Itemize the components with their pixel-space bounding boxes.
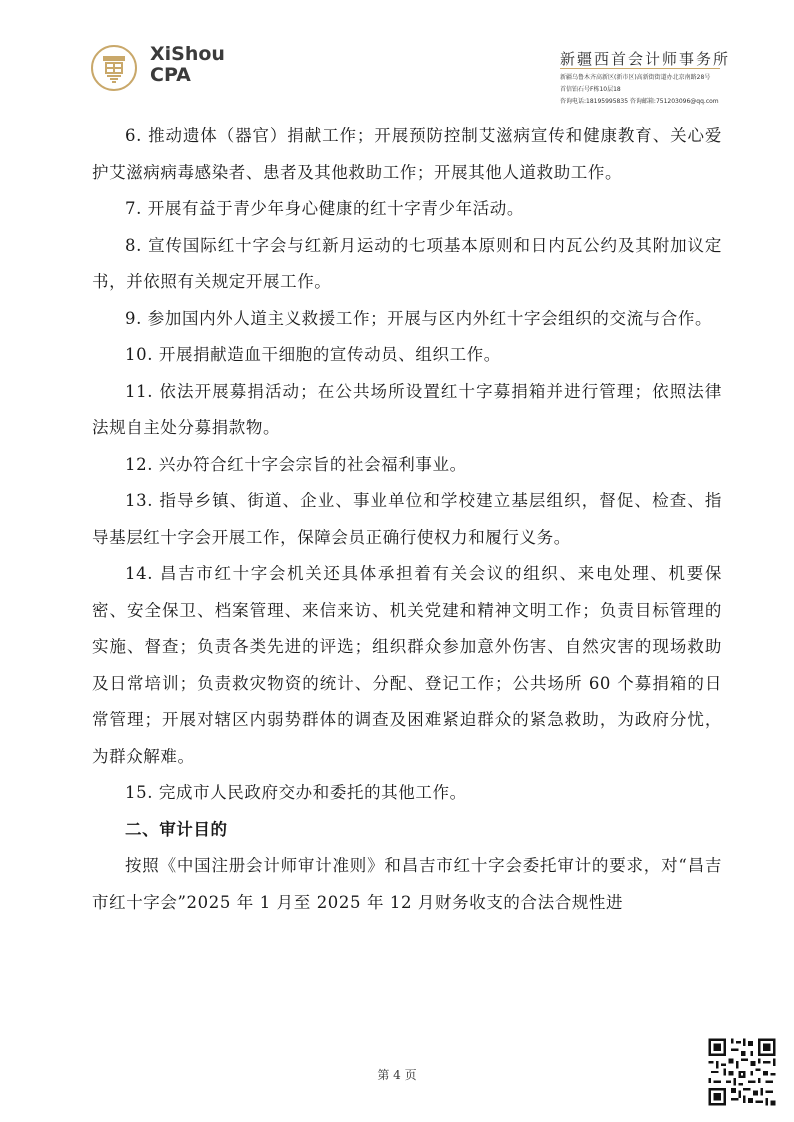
- logo-line-1: XiShou: [150, 43, 225, 65]
- firm-name: 新疆西首会计师事务所: [560, 50, 731, 68]
- list-item: 9. 参加国内外人道主义救援工作；开展与区内外红十字会组织的交流与合作。: [125, 308, 713, 328]
- list-item: 14. 昌吉市红十字会机关还具体承担着有关会议的组织、来电处理、机要保密、安全保卫、档案管理、来信来访、机关党建和精神文明工作；负责目标管理的实施、督查；负责各类先进的评选；组织群众参加意外伤害、自然灾害的现场救助及日常培训；负责救灾物资的统计、分配、登记工作；公共场所 60 个募捐箱的日常管理；开展对辖区内弱势群体的调查及困难紧迫群众的紧急救助，为政府分忧，为群众解难。: [92, 564, 722, 766]
- page-number: 第 4 页: [377, 1068, 417, 1082]
- firm-contact: 咨询电话:18195995835 咨询邮箱:751203096@qq.com: [560, 98, 719, 105]
- document-body: [92, 118, 722, 921]
- firm-logo-icon: [90, 44, 138, 92]
- letterhead: [0, 0, 794, 115]
- list-item: 8. 宣传国际红十字会与红新月运动的七项基本原则和日内瓦公约及其附加议定书，并依照有关规定开展工作。: [92, 235, 722, 291]
- closing-paragraph: 按照《中国注册会计师审计准则》和昌吉市红十字会委托审计的要求，对“昌吉市红十字会”2025 年 1 月至 2025 年 12 月财务收支的合法合规性进: [92, 856, 722, 912]
- list-item: 11. 依法开展募捐活动；在公共场所设置红十字募捐箱并进行管理；依照法律法规自主处分募捐款物。: [92, 381, 722, 437]
- list-item: 13. 指导乡镇、街道、企业、事业单位和学校建立基层组织，督促、检查、指导基层红十字会开展工作，保障会员正确行使权力和履行义务。: [92, 491, 722, 547]
- header-divider: [560, 68, 720, 69]
- qr-code-icon: [706, 1036, 778, 1108]
- list-item: 10. 开展捐献造血干细胞的宣传动员、组织工作。: [125, 345, 501, 364]
- logo-line-2: CPA: [150, 64, 191, 86]
- list-item: 6. 推动遗体（器官）捐献工作；开展预防控制艾滋病宣传和健康教育、关心爱护艾滋病病毒感染者、患者及其他救助工作；开展其他人道救助工作。: [92, 126, 722, 182]
- list-item: 12. 兴办符合红十字会宗旨的社会福利事业。: [125, 454, 467, 474]
- firm-address: 新疆乌鲁木齐高新区(新市区)高新街街道办北京南路28号: [560, 74, 711, 81]
- firm-logo-text: [150, 44, 225, 86]
- list-item: 15. 完成市人民政府交办和委托的其他工作。: [125, 783, 467, 802]
- list-item: 7. 开展有益于青少年身心健康的红十字青少年活动。: [125, 199, 524, 218]
- section-heading: 二、审计目的: [125, 819, 228, 839]
- firm-building: 首信铂石号F栋10层18: [560, 86, 621, 93]
- firm-contact-block: [560, 72, 760, 108]
